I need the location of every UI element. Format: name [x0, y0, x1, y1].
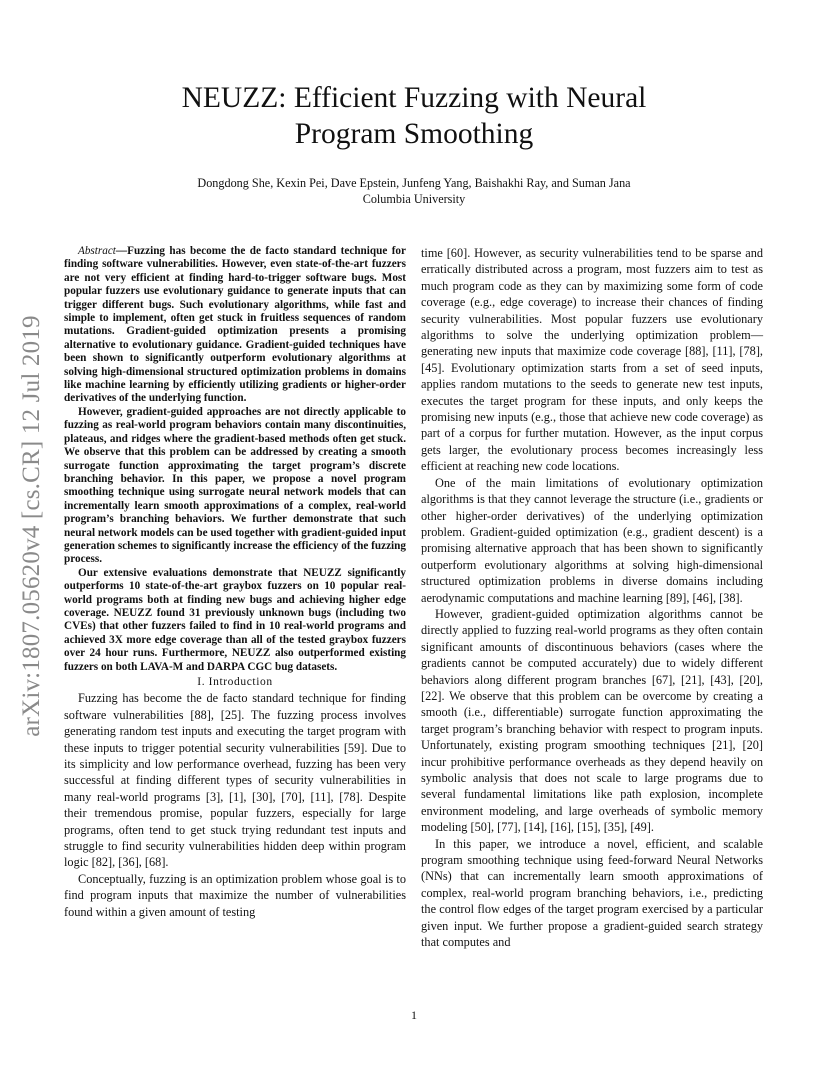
abstract-paragraph-2: However, gradient-guided approaches are not directly applicable to fuzzing as real-world program behaviors contain many discontinuities, plateaus, and ridges where the gradient-based methods often get stuck. We observe that this problem can be addressed by creating a smooth surrogate function approximating the target program’s discrete branching behavior. In this paper, we propose a novel program smoothing technique using surrogate neural network models that can incrementally learn smooth approximations of a complex, real-world program’s branching behaviors. We further demonstrate that such neural network models can be used together with gradient-guided input generation schemes to significantly increase the efficiency of the fuzzing process.	[64, 405, 406, 566]
author-block	[0, 175, 828, 207]
intro-paragraph-2: Conceptually, fuzzing is an optimization problem whose goal is to find program inputs that maximize the number of vulnerabilities found within a given amount of testing	[64, 871, 406, 919]
intro-paragraph-2-continued: time [60]. However, as security vulnerabilities tend to be sparse and erratically distributed across a program, most fuzzers aim to test as much program code as they can by maximizing some form of code coverage (e.g., edge coverage) to increase their chances of finding security vulnerabilities. Most popular fuzzers use evolutionary algorithms to solve the underlying optimization problem—generating new inputs that maximize code coverage [88], [11], [78], [45]. Evolutionary optimization starts from a set of seed inputs, applies random mutations to the seeds to generate new test inputs, executes the target program for these inputs, and only keeps the promising new inputs (e.g., those that achieve new code coverage) as part of a corpus for further mutation. However, as the input corpus gets larger, the evolutionary process becomes increasingly less efficient at reaching new code locations.	[421, 246, 763, 474]
intro-paragraph-4: However, gradient-guided optimization algorithms cannot be directly applied to fuzzing real-world programs as they often contain significant amounts of discontinuous behaviors (cases where the gradients cannot be computed accurately) due to widely different behaviors along different program branches [67], [21], [43], [20], [22]. We observe that this problem can be overcome by creating a smooth (i.e., differentiable) surrogate function approximating the target program’s branching behavior with respect to program inputs. Unfortunately, existing program smoothing techniques [21], [20] incur prohibitive performance overheads as they depend heavily on symbolic analysis that does not scale to large programs due to several fundamental limitations like path explosion, incomplete environment modeling, and large overheads of symbolic memory modeling [50], [77], [14], [16], [15], [35], [49].	[421, 606, 763, 835]
abstract-paragraph-3: Our extensive evaluations demonstrate that NEUZZ significantly outperforms 10 state-of-the-art graybox fuzzers on 10 popular real-world programs both at finding new bugs and achieving higher edge coverage. NEUZZ found 31 previously unknown bugs (including two CVEs) that other fuzzers failed to find in 10 real-world programs and achieved 3X more edge coverage than all of the tested graybox fuzzers over 24 hour runs. Furthermore, NEUZZ also outperformed existing fuzzers on both LAVA-M and DARPA CGC bug datasets.	[64, 566, 406, 673]
author-names: Dongdong She, Kexin Pei, Dave Epstein, Junfeng Yang, Baishakhi Ray, and Suman Jana	[197, 176, 631, 190]
page-number: 1	[411, 1008, 417, 1022]
left-column	[64, 245, 406, 920]
arxiv-identifier: arXiv:1807.05620v4 [cs.CR] 12 Jul 2019	[18, 315, 45, 737]
section-heading-introduction: I. Introduction	[197, 676, 273, 688]
abstract-paragraph-1-text: —Fuzzing has become the de facto standard technique for finding software vulnerabilities. However, even state-of-the-art fuzzers are not very efficient at finding hard-to-trigger software bugs. Most popular fuzzers use evolutionary guidance to generate inputs that can trigger different bugs. Such evolutionary algorithms, while fast and simple to implement, often get stuck in fruitless sequences of random mutations. Gradient-guided optimization presents a promising alternative to evolutionary guidance. Gradient-guided techniques have been shown to significantly outperform evolutionary algorithms at solving high-dimensional structured optimization problems in domains like machine learning by efficiently utilizing gradients or higher-order derivatives of the underlying function.	[64, 245, 406, 405]
arxiv-identifier-sidebar	[20, 296, 44, 756]
paper-title	[0, 80, 828, 152]
abstract	[64, 245, 406, 674]
abstract-label: Abstract	[78, 245, 116, 257]
intro-paragraph-3: One of the main limitations of evolutionary optimization algorithms is that they cannot leverage the structure (i.e., gradients or other higher-order derivatives) of the underlying optimization problem. Gradient-guided optimization (e.g., gradient descent) is a promising alternative approach that has been shown to significantly outperform evolutionary algorithms at solving high-dimensional structured optimization problems in diverse domains including aerodynamic computations and machine learning [89], [46], [38].	[421, 475, 763, 605]
abstract-paragraph-1	[64, 245, 406, 406]
paper-title-line-2: Program Smoothing	[294, 118, 534, 150]
intro-paragraph-5: In this paper, we introduce a novel, efficient, and scalable program smoothing technique using feed-forward Neural Networks (NNs) that can incrementally learn smooth approximations of complex, real-world program branching behaviors, i.e., predicting the control flow edges of the target program exercised by a particular given input. We further propose a gradient-guided search strategy that computes and	[421, 836, 763, 950]
intro-paragraph-1: Fuzzing has become the de facto standard technique for finding software vulnerabilities [88], [25]. The fuzzing process involves generating random test inputs and executing the target program with these inputs to trigger potential security vulnerabilities [59]. Due to its simplicity and low performance overhead, fuzzing has been very successful at finding different types of security vulnerabilities in many real-world programs [3], [1], [30], [70], [11], [78]. Despite their tremendous promise, popular fuzzers, especially for large programs, often tend to get stuck trying redundant test inputs and struggle to find security vulnerabilities hidden deep within program logic [82], [36], [68].	[64, 691, 406, 870]
paper-title-line-1: NEUZZ: Efficient Fuzzing with Neural	[181, 82, 647, 114]
right-column	[421, 245, 763, 950]
author-affiliation: Columbia University	[362, 192, 466, 206]
